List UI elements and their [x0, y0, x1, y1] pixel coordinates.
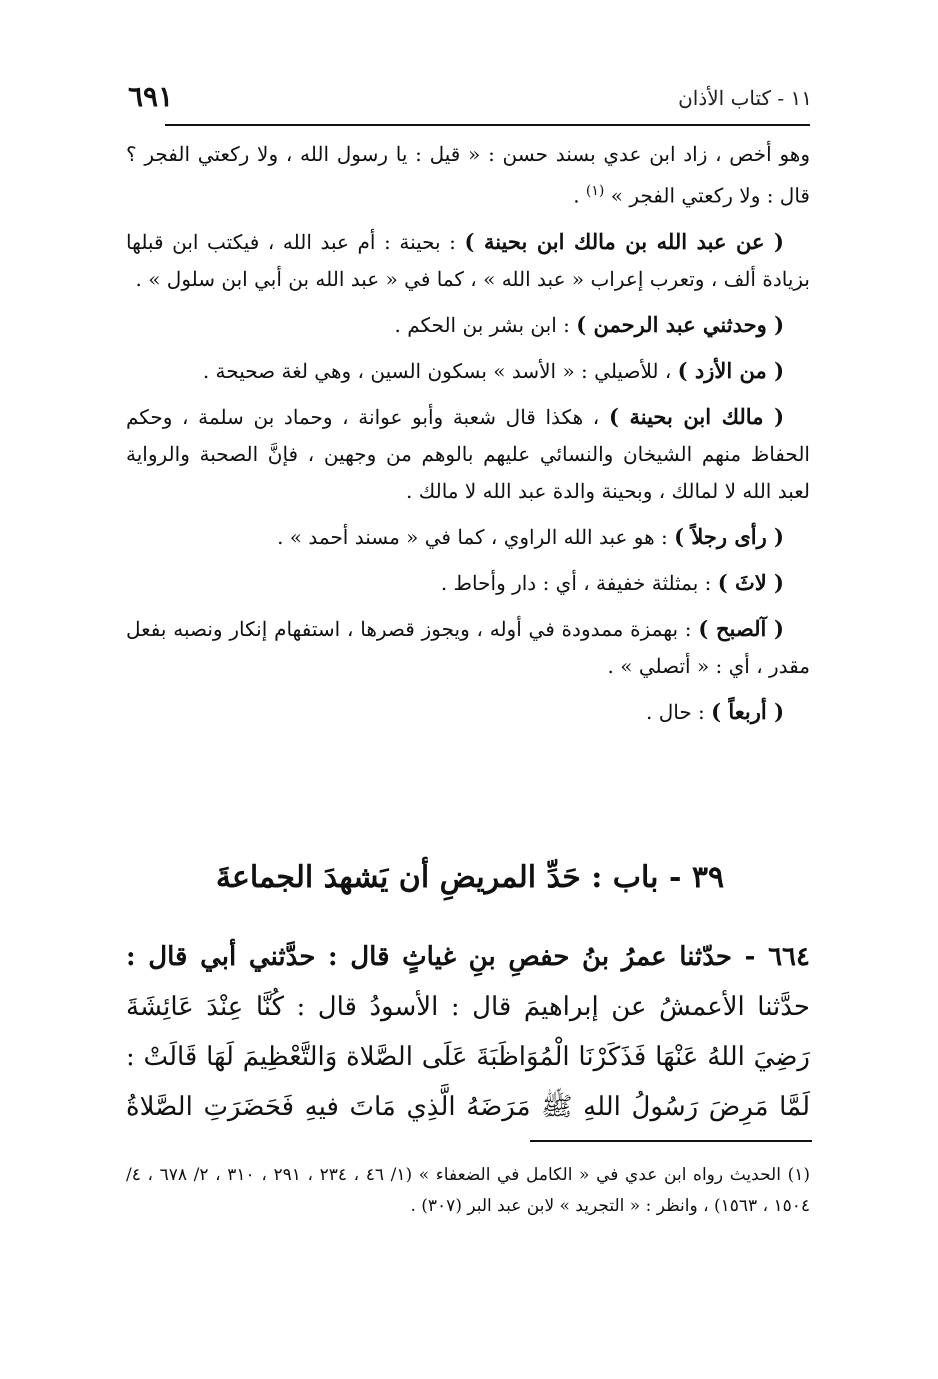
chapter-heading: ٣٩ - باب : حَدِّ المريضِ أن يَشهدَ الجماعةَ [215, 860, 725, 895]
footnote-marker: (١) [585, 183, 605, 199]
hadith-line: حدَّثنا الأعمشُ عن إبراهيمَ قال : الأسودُ قال : كُنَّا عِنْدَ عَائِشَةَ [126, 992, 810, 1022]
commentary-paragraph: ( من الأزد ) ، للأصيلي : « الأسد » بسكون السين ، وهي لغة صحيحة . [202, 357, 784, 383]
hadith-line: لَمَّا مَرِضَ رَسُولُ اللهِ ﷺ مَرَضَهُ الَّذِي مَاتَ فيهِ فَحَضَرَتِ الصَّلاةُ [126, 1092, 810, 1122]
footnote [126, 1160, 810, 1222]
commentary-paragraph: ( آلصبح ) : بهمزة ممدودة في أوله ، ويجوز قصرها ، استفهام إنكار ونصبه بفعل مقدر ، أي : « أتصلي » . [126, 615, 810, 678]
commentary-paragraph: ( مالك ابن بحينة ) ، هكذا قال شعبة وأبو عوانة ، وحماد بن سلمة ، وحكم الحفاظ منهم الشيخان والنسائي عليهم بالوهم من وجهين ، فإنَّ الصحبة والرواية لعبد الله لا لمالك ، وبحينة والدة عبد الله لا مالك . [126, 403, 810, 503]
commentary-text [126, 136, 810, 739]
entry-heading: ( عن عبد الله بن مالك ابن بحينة ) [464, 228, 784, 254]
commentary-paragraph: ( أربعاً ) : حال . [646, 698, 784, 724]
commentary-paragraph: ( لاثَ ) : بمثلثة خفيفة ، أي : دار وأحاط . [440, 569, 784, 595]
page-header [128, 72, 812, 120]
commentary-paragraph: ( رأى رجلاً ) : هو عبد الله الراوي ، كما في « مسند أحمد » . [277, 523, 784, 549]
entry-heading: ( رأى رجلاً ) [674, 523, 784, 549]
commentary-paragraph: ( عن عبد الله بن مالك ابن بحينة ) : بحينة : أم عبد الله ، فيكتب ابن قبلها بزيادة ألف ، وتعرب إعراب « عبد الله » ، كما في « عبد الله بن أبي ابن سلول » . [126, 228, 810, 291]
commentary-paragraph: ( وحدثني عبد الرحمن ) : ابن بشر بن الحكم . [394, 311, 784, 337]
entry-heading: ( أربعاً ) [711, 698, 784, 724]
entry-heading: ( مالك ابن بحينة ) [608, 403, 785, 429]
footnote-divider [530, 1140, 812, 1142]
entry-heading: ( من الأزد ) [677, 357, 784, 383]
chapter-title: ١١ - كتاب الأذان [678, 86, 812, 110]
hadith-line: رَضِيَ اللهُ عَنْهَا فَذَكَرْنَا الْمُوَاظَبَةَ عَلَى الصَّلاة وَالتَّعْظِيمَ لَهَا قَالَتْ : [126, 1042, 810, 1072]
commentary-paragraph: وهو أخص ، زاد ابن عدي بسند حسن : « قيل : يا رسول الله ، ولا ركعتي الفجر ؟ قال : ولا ركعتي الفجر » $^{(١)}$ . [126, 142, 810, 208]
entry-heading: ( وحدثني عبد الرحمن ) [576, 311, 784, 337]
hadith-line: ٦٦٤ - حدّثنا عمرُ بنُ حفصِ بنِ غياثٍ قال : حدَّثني أبي قال : [126, 942, 810, 972]
page-number: ٦٩١ [128, 80, 174, 113]
header-divider [165, 124, 810, 126]
entry-heading: ( آلصبح ) [698, 615, 784, 641]
hadith-text [126, 932, 810, 1132]
footnote-text: (١) الحديث رواه ابن عدي في « الكامل في الضعفاء » (١/ ٤٦ ، ٢٣٤ ، ٢٩١ ، ٣١٠ ، ٢/ ٦٧٨ ، ٤/ ١٥٠٤ ، ١٥٦٣) ، وانظر : « التجريد » لابن عبد البر (٣٠٧) . [126, 1165, 810, 1216]
entry-heading: ( لاثَ ) [717, 569, 784, 595]
